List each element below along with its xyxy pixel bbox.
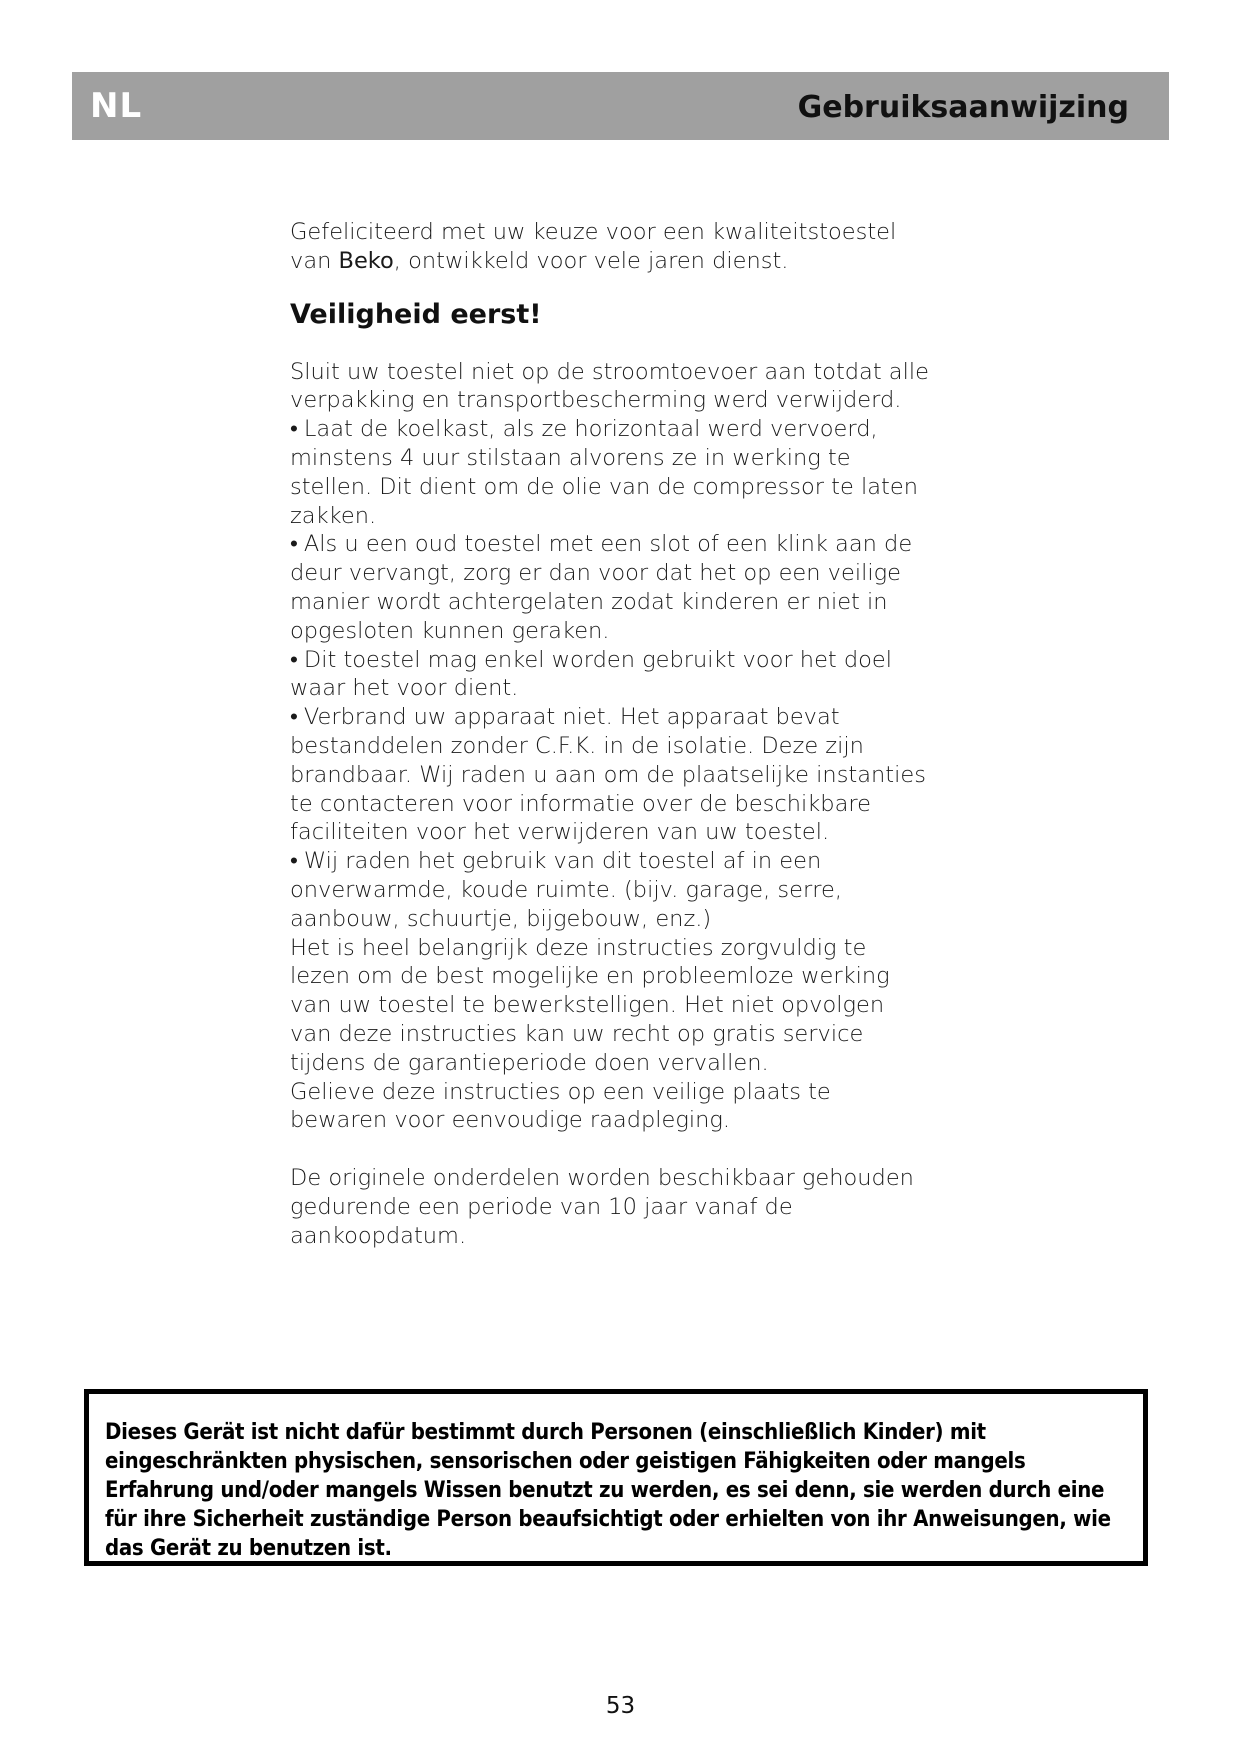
warning-box xyxy=(84,1389,1148,1566)
language-code: NL xyxy=(90,86,143,126)
importance-paragraph: Het is heel belangrijk deze instructies zorgvuldig te lezen om de best mogelijke en probleemloze werking van uw toestel te bewerkstelligen. Het niet opvolgen van deze instructies kan uw recht op gratis service tijdens de garantieperiode doen vervallen. xyxy=(290,934,890,1076)
brand-name: Beko xyxy=(338,247,394,274)
spare-parts-paragraph: De originele onderdelen worden beschikbaar gehouden gedurende een periode van 10 jaar vanaf de aankoopdatum. xyxy=(290,1164,914,1249)
page-number: 53 xyxy=(605,1693,636,1719)
bullet-icon: • xyxy=(290,848,298,875)
safety-heading: Veiligheid eerst! xyxy=(290,298,542,330)
intro-line-2-prefix: van xyxy=(290,247,339,274)
bullet-icon: • xyxy=(290,416,298,443)
paragraph-spacer xyxy=(290,1135,930,1164)
bullet-text: Verbrand uw apparaat niet. Het apparaat bevat bestanddelen zonder C.F.K. in de isolatie. Deze zijn brandbaar. Wij raden u aan om de plaatselijke instanties te contacteren voor informatie over de beschikbare faciliteiten voor het verwijderen van uw toestel. xyxy=(290,704,926,846)
keep-instructions-paragraph: Gelieve deze instructies op een veilige plaats te bewaren voor eenvoudige raadpleging. xyxy=(290,1078,831,1134)
safety-bullet xyxy=(290,703,930,847)
safety-bullet xyxy=(290,646,930,704)
bullet-icon: • xyxy=(290,646,298,673)
bullet-icon: • xyxy=(290,531,298,558)
bullet-text: Laat de koelkast, als ze horizontaal werd vervoerd, minstens 4 uur stilstaan alvorens ze in werking te stellen. Dit dient om de olie van de compressor te laten zakken. xyxy=(290,416,918,529)
warning-text: Dieses Gerät ist nicht dafür bestimmt durch Personen (einschließlich Kinder) mit eingeschränkten physischen, sensorischen oder geistigen Fähigkeiten oder mangels Erfahrung und/oder mangels Wissen benutzt zu werden, es sei denn, sie werden durch eine für ihre Sicherheit zuständige Person beaufsichtigt oder erhielten von ihr Anweisungen, wie das Gerät zu benutzen ist. xyxy=(105,1420,1111,1561)
main-content xyxy=(290,218,930,1250)
header-bar xyxy=(72,72,1169,140)
manual-title: Gebruiksaanwijzing xyxy=(797,90,1129,125)
intro-line-2-suffix: , ontwikkeld voor vele jaren dienst. xyxy=(393,247,789,274)
bullet-text: Dit toestel mag enkel worden gebruikt voor het doel waar het voor dient. xyxy=(290,646,893,702)
intro-line-1: Gefeliciteerd met uw keuze voor een kwaliteitstoestel xyxy=(290,219,897,245)
bullet-text: Wij raden het gebruik van dit toestel af in een onverwarmde, koude ruimte. (bijv. garage, serre, aanbouw, schuurtje, bijgebouw, enz.) xyxy=(290,848,842,932)
bullet-text: Als u een oud toestel met een slot of een klink aan de deur vervangt, zorg er dan voor dat het op een veilige manier wordt achtergelaten zodat kinderen er niet in opgesloten kunnen geraken. xyxy=(290,531,913,644)
safety-bullet xyxy=(290,530,930,645)
safety-bullet xyxy=(290,415,930,530)
bullet-icon: • xyxy=(290,704,298,731)
safety-opening: Sluit uw toestel niet op de stroomtoevoer aan totdat alle verpakking en transportbescherming werd verwijderd. xyxy=(290,358,929,414)
intro-paragraph xyxy=(290,218,930,276)
safety-bullet xyxy=(290,847,930,933)
